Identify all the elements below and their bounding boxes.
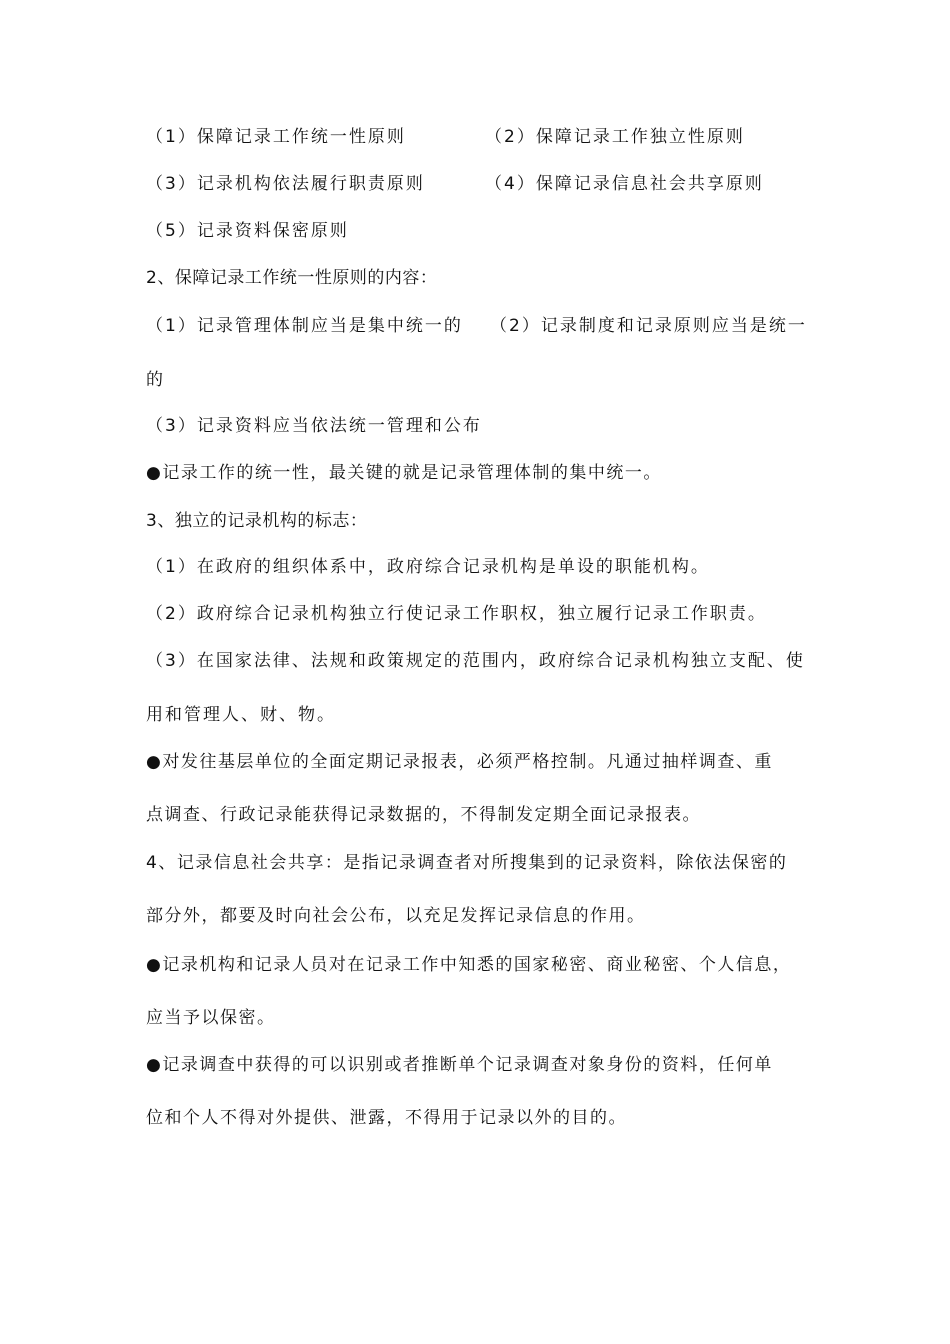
section-4-heading-line-1: 4、记录信息社会共享：是指记录调查者对所搜集到的记录资料，除依法保密的 xyxy=(146,853,788,873)
principle-2: （2）保障记录工作独立性原则 xyxy=(485,127,745,147)
section-3-item-1: （1）在政府的组织体系中，政府综合记录机构是单设的职能机构。 xyxy=(146,557,710,577)
principle-1: （1）保障记录工作统一性原则 xyxy=(146,127,406,147)
section-2-item-2-continuation: 的 xyxy=(146,370,165,390)
section-2-heading: 2、保障记录工作统一性原则的内容： xyxy=(146,268,438,288)
principle-3: （3）记录机构依法履行职责原则 xyxy=(146,174,425,194)
principle-4: （4）保障记录信息社会共享原则 xyxy=(485,174,764,194)
section-2-item-1: （1）记录管理体制应当是集中统一的 xyxy=(146,316,463,336)
section-2-bullet: ●记录工作的统一性，最关键的就是记录管理体制的集中统一。 xyxy=(146,463,662,483)
section-4-bullet-2-line-1: ●记录调查中获得的可以识别或者推断单个记录调查对象身份的资料，任何单 xyxy=(146,1055,773,1075)
section-4-bullet-1-line-1: ●记录机构和记录人员对在记录工作中知悉的国家秘密、商业秘密、个人信息， xyxy=(146,955,792,975)
principle-5: （5）记录资料保密原则 xyxy=(146,221,349,241)
section-4-bullet-1-line-2: 应当予以保密。 xyxy=(146,1008,276,1028)
section-4-bullet-2-line-2: 位和个人不得对外提供、泄露，不得用于记录以外的目的。 xyxy=(146,1108,627,1128)
section-3-item-3-line-2: 用和管理人、财、物。 xyxy=(146,705,336,725)
section-3-bullet-line-1: ●对发往基层单位的全面定期记录报表，必须严格控制。凡通过抽样调查、重 xyxy=(146,752,773,772)
section-4-heading-line-2: 部分外，都要及时向社会公布，以充足发挥记录信息的作用。 xyxy=(146,906,646,926)
section-3-bullet-line-2: 点调查、行政记录能获得记录数据的，不得制发定期全面记录报表。 xyxy=(146,805,701,825)
section-3-heading: 3、独立的记录机构的标志： xyxy=(146,511,368,531)
section-2-item-3: （3）记录资料应当依法统一管理和公布 xyxy=(146,416,482,436)
section-2-item-2: （2）记录制度和记录原则应当是统一 xyxy=(490,316,807,336)
section-3-item-2: （2）政府综合记录机构独立行使记录工作职权，独立履行记录工作职责。 xyxy=(146,604,767,624)
section-3-item-3-line-1: （3）在国家法律、法规和政策规定的范围内，政府综合记录机构独立支配、使 xyxy=(146,651,805,671)
